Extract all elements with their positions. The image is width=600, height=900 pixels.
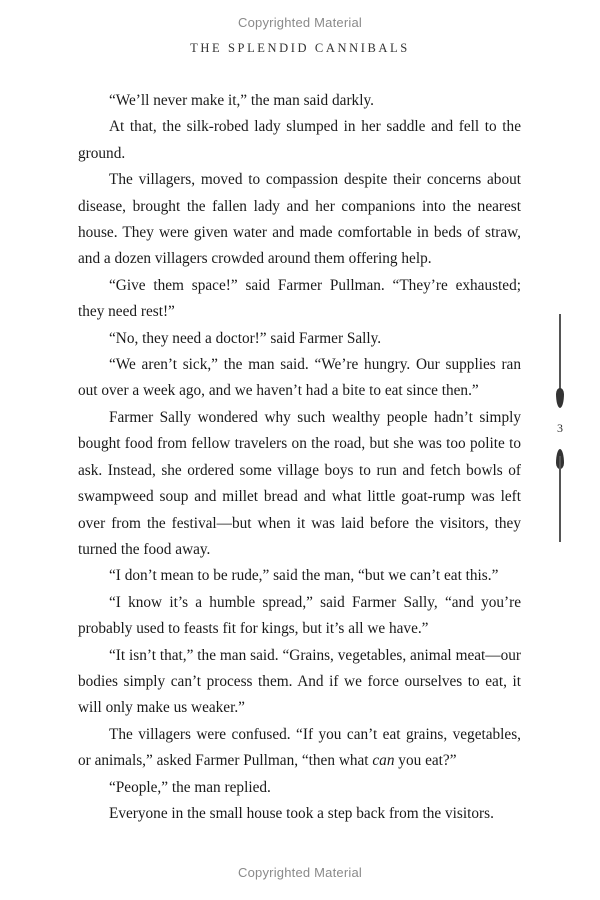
page-number: 3: [557, 421, 563, 435]
paragraph: “We’ll never make it,” the man said darkly.: [109, 92, 374, 109]
paragraph-text: you eat?”: [394, 752, 457, 770]
paragraph: At that, the silk-robed lady slumped in her saddle and fell to the ground.: [78, 118, 521, 162]
paragraph: “No, they need a doctor!” said Farmer Sally.: [109, 329, 382, 347]
paragraph: “People,” the man replied.: [109, 778, 271, 796]
paragraph: “It isn’t that,” the man said. “Grains, vegetables, animal meat—our bodies simply can’t process them. And if we force ourselves to eat, it will only make us weaker.”: [78, 646, 521, 717]
copyright-watermark-bottom: Copyrighted Material: [238, 865, 362, 880]
paragraph: Everyone in the small house took a step back from the visitors.: [109, 804, 494, 822]
paragraph: “I don’t mean to be rude,” said the man, “but we can’t eat this.”: [109, 567, 499, 585]
paragraph: Farmer Sally wondered why such wealthy people hadn’t simply bought food from fellow travelers on the road, but she was too polite to ask. Instead, she ordered some village boys to run and fetch bowls of swampweed soup and millet bread and what little goat-rump was left over from the festival—but when it was laid before the visitors, they turned the food away.: [78, 408, 521, 558]
paragraph-text: The villagers were confused. “If you can’t eat grains, vegetables, or animals,” asked Farmer Pullman, “then what: [78, 725, 521, 770]
body-text: [78, 88, 521, 827]
copyright-watermark-top: Copyrighted Material: [238, 15, 362, 30]
thumb-tab-line-bottom: [559, 456, 561, 542]
paragraph: “I know it’s a humble spread,” said Farmer Sally, “and you’re probably used to feasts fit for kings, but it’s all we have.”: [78, 593, 521, 638]
emphasized-word: can: [372, 752, 395, 770]
running-head: THE SPLENDID CANNIBALS: [190, 41, 410, 55]
paragraph: “Give them space!” said Farmer Pullman. “They’re exhausted; they need rest!”: [78, 276, 521, 321]
paragraph: [78, 722, 521, 775]
paragraph: The villagers, moved to compassion despite their concerns about disease, brought the fallen lady and her companions into the nearest house. They were given water and made comfortable in beds of straw, and a dozen villagers crowded around them offering help.: [78, 171, 521, 268]
thumb-tab-drop-top: [556, 388, 564, 408]
paragraph: “We aren’t sick,” the man said. “We’re hungry. Our supplies ran out over a week ago, and we haven’t had a bite to eat since then.”: [78, 356, 521, 400]
